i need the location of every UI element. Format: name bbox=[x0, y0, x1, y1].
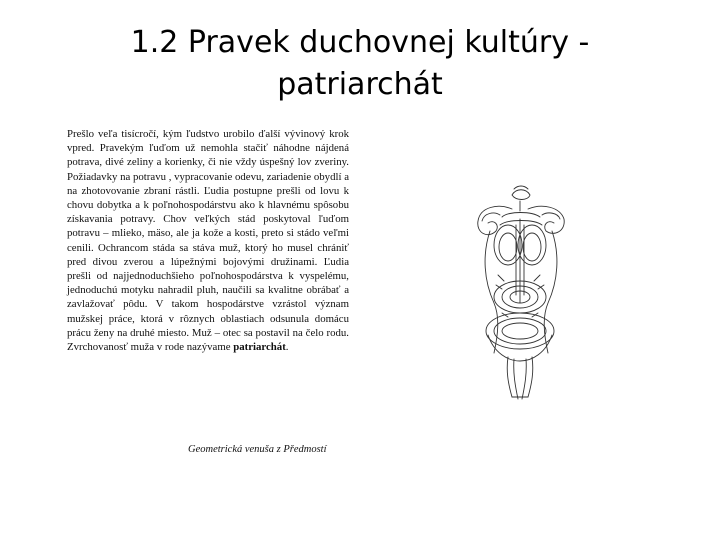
title-line-2: patriarchát bbox=[277, 67, 443, 102]
body-paragraph bbox=[67, 127, 349, 354]
slide-title bbox=[60, 22, 660, 106]
body-text-main: Prešlo veľa tisícročí, kým ľudstvo urobilo ďalší vývinový krok vpred. Pravekým ľuďom už nemohla stačiť náhodne nájdená potrava, divé zeliny a korienky, či nie vždy úspešný lov zveriny. Požiadavky na potravu , vypracovanie odevu, zariadenie obydlí a na zhotovovanie zbraní rástli. Ľudia postupne prešli od lovu k chovu dobytka a k poľnohospodárstvu ako k hlavnému spôsobu získavania potravy. Chov veľkých stád poskytoval ľuďom potravu – mlieko, mäso, ale ja kože a kosti, preto si stádo veľmi cenili. Ochrancom stáda sa stáva muž, ktorý ho musel chrániť pred divou zverou a lúpežnými bojovými družinami. Ľudia prešli od najjednoduchšieho poľnohospodárstva k vyspelému, jednoduchú motyku nahradil pluh, naučili sa kvalitne obrábať a zavlažovať pôdu. V takom hospodárstve vzrástol význam mužskej práce, ktorá v rôznych oblastiach odsunula domácu prácu ženy na druhé miesto. Muž – otec sa postavil na čelo rodu. Zvrchovanosť muža v rode nazývame bbox=[67, 128, 349, 354]
title-line-1: 1.2 Pravek duchovnej kultúry - bbox=[130, 25, 590, 60]
figure-caption: Geometrická venuša z Předmostí bbox=[188, 444, 327, 455]
venus-figurine-drawing bbox=[468, 185, 573, 407]
body-text-end: . bbox=[285, 341, 289, 354]
body-text-bold-term: patriarchát bbox=[233, 341, 286, 354]
